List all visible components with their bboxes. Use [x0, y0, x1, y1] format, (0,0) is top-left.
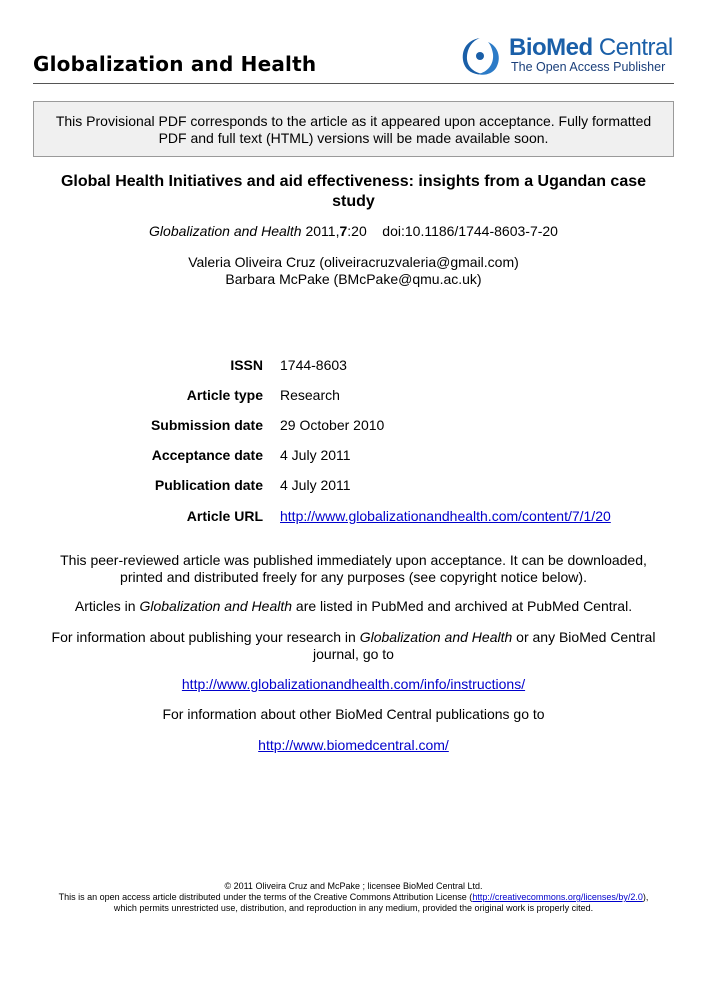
footer-line-1: © 2011 Oliveira Cruz and McPake ; licensee BioMed Central Ltd.: [224, 881, 483, 891]
meta-value: 29 October 2010: [280, 417, 385, 433]
instructions-link-row: [30, 676, 677, 693]
pubmed-pre: Articles in: [74, 598, 140, 614]
author-1: Valeria Oliveira Cruz (oliveiracruzvaleria@gmail.com): [188, 254, 519, 270]
biomed-central-logo: [458, 34, 678, 78]
publishing-info-paragraph: [30, 629, 677, 663]
peer-review-line-2: printed and distributed freely for any purposes (see copyright notice below).: [120, 569, 587, 585]
meta-value: 4 July 2011: [280, 447, 351, 463]
footer-line-3: which permits unrestricted use, distribution, and reproduction in any medium, provided the original work is properly cited.: [113, 903, 594, 913]
meta-value: 1744-8603: [280, 357, 347, 373]
author-list: [0, 254, 707, 288]
peer-review-line-1: This peer-reviewed article was published immediately upon acceptance. It can be downloaded,: [60, 552, 647, 568]
logo-tagline: The Open Access Publisher: [511, 60, 666, 74]
notice-line-2: PDF and full text (HTML) versions will be made available soon.: [158, 130, 549, 146]
meta-row-publication-date: [0, 477, 707, 495]
meta-row-acceptance-date: [0, 447, 707, 465]
citation-doi: doi:10.1186/1744-8603-7-20: [382, 223, 558, 239]
meta-value: Research: [280, 387, 340, 403]
article-url-link[interactable]: http://www.globalizationandhealth.com/content/7/1/20: [280, 508, 611, 524]
publishing-line-2: journal, go to: [313, 646, 394, 662]
citation-volume: 7: [339, 223, 348, 239]
biomedcentral-link[interactable]: http://www.biomedcentral.com/: [258, 737, 449, 753]
citation-line: [0, 223, 707, 239]
pubmed-post: are listed in PubMed and archived at PubMed Central.: [292, 598, 633, 614]
meta-row-submission-date: [0, 417, 707, 435]
footer-line-2: [0, 892, 707, 903]
publishing-post: or any BioMed Central: [512, 629, 656, 645]
logo-bio: BioMed: [509, 34, 593, 61]
instructions-link[interactable]: http://www.globalizationandhealth.com/info/instructions/: [181, 676, 526, 692]
author-2: Barbara McPake (BMcPake@qmu.ac.uk): [225, 271, 482, 287]
header-rule: [33, 83, 674, 84]
provisional-notice: [33, 101, 674, 157]
article-title: Global Health Initiatives and aid effectiveness: insights from a Ugandan case study: [60, 173, 647, 210]
footer-license-post: ),: [642, 892, 649, 902]
meta-label: Submission date: [150, 417, 263, 433]
meta-label: Article type: [186, 387, 263, 403]
citation-journal: Globalization and Health: [149, 223, 302, 239]
copyright-footer: [0, 881, 707, 914]
meta-label: Article URL: [186, 508, 263, 524]
license-link[interactable]: http://creativecommons.org/licenses/by/2.0: [472, 892, 643, 902]
meta-label: Publication date: [154, 477, 263, 493]
footer-license-pre: This is an open access article distributed under the terms of the Creative Commons Attribution License (: [58, 892, 473, 902]
meta-row-issn: [0, 357, 707, 375]
pubmed-journal: Globalization and Health: [139, 598, 293, 614]
meta-label: ISSN: [230, 357, 263, 373]
publishing-pre: For information about publishing your research in: [51, 629, 360, 645]
citation-year: 2011,: [305, 223, 340, 239]
notice-line-1: This Provisional PDF corresponds to the article as it appeared upon acceptance. Fully formatted: [55, 113, 652, 129]
other-publications-paragraph: For information about other BioMed Central publications go to: [162, 706, 545, 722]
meta-row-article-url: [0, 508, 707, 526]
journal-title: Globalization and Health: [33, 52, 317, 76]
pubmed-paragraph: [30, 598, 677, 615]
bmc-link-row: [30, 737, 677, 754]
meta-label: Acceptance date: [151, 447, 263, 463]
biomed-central-swirl-icon: [458, 34, 508, 78]
peer-review-paragraph: [30, 552, 677, 586]
publishing-journal: Globalization and Health: [359, 629, 513, 645]
logo-wordmark: [509, 34, 673, 62]
meta-row-article-type: [0, 387, 707, 405]
logo-central: Central: [598, 34, 673, 61]
meta-value: 4 July 2011: [280, 477, 351, 493]
citation-issue: :20: [347, 223, 367, 239]
